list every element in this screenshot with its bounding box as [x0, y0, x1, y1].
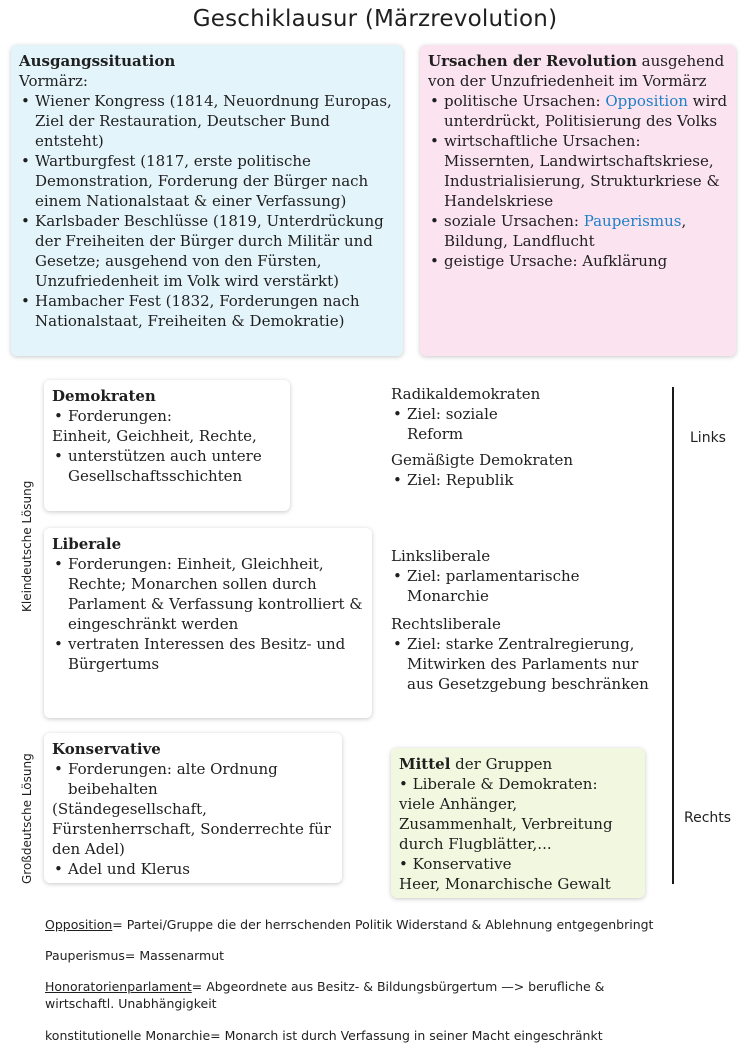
demokraten-list [52, 406, 282, 426]
linksliberale-heading: Linksliberale [391, 547, 491, 565]
pauperismus-term: Pauperismus [583, 212, 682, 230]
page-title: Geschiklausur (Märzrevolution) [192, 6, 558, 32]
konservative-heading: Konservative [52, 740, 161, 758]
liberale-box [44, 528, 372, 718]
list-item: • Forderungen: [52, 406, 282, 426]
vormaerz-subheading: Vormärz: [19, 72, 88, 90]
radikaldemokraten-block [391, 384, 666, 490]
list-item: • geistige Ursache: Aufklärung [428, 251, 728, 271]
list-item: • Ziel: soziale Reform [391, 404, 517, 444]
list-item: • Ziel: parlamentarische Monarchie [391, 566, 627, 606]
glossary-definition: = Monarch ist durch Verfassung in seiner Macht eingeschränkt [210, 1028, 603, 1043]
list-item: • Ziel: Republik [391, 470, 666, 490]
list-item: • vertraten Interessen des Besitz- und Bürgertums [52, 634, 364, 674]
glossary-term: Pauperismus [45, 948, 125, 963]
demokraten-box [44, 380, 290, 511]
ausgangssituation-box [11, 45, 403, 356]
mittel-heading-rest: der Gruppen [450, 755, 553, 773]
links-label: Links [690, 430, 726, 446]
ausgangssituation-heading: Ausgangssituation [19, 52, 176, 70]
konservative-list [52, 859, 334, 879]
mittel-text: • Konservative [399, 855, 512, 873]
ursachen-text: soziale Ursachen: [444, 212, 584, 230]
list-item [428, 211, 728, 251]
radikaldemokraten-heading: Radikaldemokraten [391, 385, 541, 403]
ursachen-box [420, 45, 736, 356]
list-item: • Wiener Kongress (1814, Neuordnung Europas, Ziel der Restauration, Deutscher Bund entsteht) [19, 91, 395, 151]
konservative-box [44, 733, 342, 883]
liberale-list [52, 554, 364, 674]
glossary-term: konstitutionelle Monarchie [45, 1028, 211, 1043]
opposition-term: Opposition [605, 92, 688, 110]
glossary-term: Opposition [45, 917, 113, 932]
mittel-heading-bold: Mittel [399, 755, 451, 773]
glossary-term: Honoratorienparlament [45, 979, 192, 994]
glossary-konstitutionelle-monarchie [45, 1027, 705, 1044]
gemaessigte-list [391, 470, 666, 490]
rechtsliberale-heading: Rechtsliberale [391, 615, 501, 633]
list-item: • unterstützen auch untere Gesellschaftsschichten [52, 446, 282, 486]
ursachen-heading-bold: Ursachen der Revolution [428, 52, 637, 70]
konservative-list [52, 759, 334, 799]
list-item: • Wartburgfest (1817, erste politische Demonstration, Forderung der Bürger nach einem Nationalstaat & einer Verfassung) [19, 151, 395, 211]
linksliberale-list [391, 566, 666, 606]
grossdeutsche-loesung-label: Großdeutsche Lösung [20, 753, 34, 884]
linksliberale-block [391, 546, 666, 694]
rechtsliberale-list [391, 634, 666, 694]
mittel-text: • Liberale & Demokraten: [399, 775, 598, 793]
list-item: • wirtschaftliche Ursachen: Missernten, Landwirtschaftskriese, Industrialisierung, Strukturkriese & Handelskriese [428, 131, 728, 211]
ursachen-text: , Bildung, Landflucht [444, 212, 687, 250]
ursachen-heading-rest: ausgehend von der Unzufriedenheit im Vormärz [428, 52, 725, 90]
glossary-pauperismus [45, 947, 705, 964]
konservative-text: (Ständegesellschaft, Fürstenherrschaft, Sonderrechte für den Adel) [52, 800, 331, 858]
mittel-box [391, 748, 645, 898]
ursachen-text: politische Ursachen: [444, 92, 606, 110]
list-item: • Karlsbader Beschlüsse (1819, Unterdrückung der Freiheiten der Bürger durch Militär und Gesetze; ausgehend von den Fürsten, Unzufriedenheit im Volk wird verstärkt) [19, 211, 395, 291]
demokraten-heading: Demokraten [52, 387, 156, 405]
glossary-opposition [45, 916, 705, 933]
ursachen-list [428, 91, 728, 271]
liberale-heading: Liberale [52, 535, 122, 553]
list-item: • Hambacher Fest (1832, Forderungen nach Nationalstaat, Freiheiten & Demokratie) [19, 291, 395, 331]
mittel-heading [399, 754, 637, 774]
demokraten-text: Einheit, Geichheit, Rechte, [52, 427, 257, 445]
ausgangssituation-list [19, 91, 395, 331]
glossary-definition: = Partei/Gruppe die der herrschenden Politik Widerstand & Ablehnung entgegenbringt [112, 917, 654, 932]
list-item: • Forderungen: alte Ordnung beibehalten [52, 759, 298, 799]
radikal-list [391, 404, 666, 444]
ursachen-text: wird unterdrückt, Politisierung des Volks [444, 92, 728, 130]
list-item: • Adel und Klerus [52, 859, 334, 879]
gemaessigte-heading: Gemäßigte Demokraten [391, 451, 574, 469]
mittel-text: viele Anhänger, Zusammenhalt, Verbreitung durch Flugblätter,... [399, 795, 613, 853]
list-item [428, 91, 728, 131]
list-item: • Ziel: starke Zentralregierung, Mitwirken des Parlaments nur aus Gesetzgebung beschränken [391, 634, 666, 694]
glossary-definition: = Abgeordnete aus Besitz- & Bildungsbürgertum —> berufliche & wirtschaftl. Unabhängigkeit [45, 979, 605, 1011]
mittel-text: Heer, Monarchische Gewalt [399, 875, 611, 893]
list-item: • Forderungen: Einheit, Gleichheit, Rechte; Monarchen sollen durch Parlament & Verfassung kontrolliert & eingeschränkt werden [52, 554, 364, 634]
ursachen-heading [428, 51, 728, 91]
glossary-honoratiorenparlament [45, 978, 645, 1012]
demokraten-list [52, 446, 282, 486]
glossary-definition: = Massenarmut [124, 948, 225, 963]
rechts-label: Rechts [684, 810, 732, 826]
political-axis-line [672, 387, 674, 884]
kleindeutsche-loesung-label: Kleindeutsche Lösung [20, 480, 34, 612]
